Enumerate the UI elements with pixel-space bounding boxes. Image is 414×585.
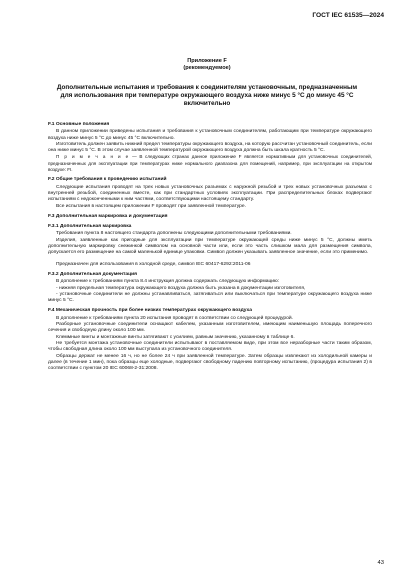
section-f1-para-2: Изготовитель должен заявить нижний предел температуры окружающего воздуха, на которую рассчитан установочный соединитель, если она ниже минус 5 °С. В этом случае заявленной температурой окружающего воздуха должна быть шкала кратность 5 °С. [48, 141, 372, 154]
section-f31-para-2: Изделия, заявленные как пригодные для эксплуатации при температуре окружающей среды ниже минус 5 °С, должны иметь дополнительную маркировку снежинкой символом на основной части или, если это часть слишком мала для размещения символа, допускается его размещение на самой маленькой единице упаковки. Символ должен указывать заявленное значение, если это применимо. [48, 237, 372, 256]
section-f4-para-4: Не требуется монтажа установочные соединители испытывают в поставляемом виде, при этом все неразборные части таким образом, чтобы свободная длина около 100 мм выступала из установочного соединителя. [48, 340, 372, 353]
section-f4-heading: F.4 Механическая прочность при более низких температурах окружающего воздуха [48, 308, 252, 314]
section-f32-list-item-1: - нижняя предельная температура окружающего воздуха должна быть указана в документации изготовителя, [56, 285, 306, 291]
section-f4-para-1: В дополнение к требованиям пункта 20 испытания проводят в соответствии со следующей процедурой. [56, 315, 293, 321]
section-f31-para-1: Требования пункта 8 настоящего стандарта дополнены следующими дополнительными требованиями. [56, 231, 292, 237]
main-title: Дополнительные испытания и требования к соединителям установочным, предназначенным для использования при температуре окружающего воздуха ниже минус 5 °С до минус 45 °С включительно [56, 84, 358, 107]
standard-header: ГОСТ IEC 61535—2024 [312, 12, 384, 19]
page-number: 43 [377, 560, 384, 566]
appendix-title: Приложение F [187, 58, 227, 64]
section-f32-heading: F.3.2 Дополнительная документация [48, 271, 137, 277]
note-text: — В следующих странах данное приложение F является нормативным для установочных соединителей, предназначенных для эксплуатации при температурах ниже нормального диапазона для помещений, например, при эксплуатации на открытом воздухе: FI. [48, 154, 372, 173]
note-label: П р и м е ч а н и е [56, 154, 130, 160]
section-f31-heading: F.3.1 Дополнительная маркировка [48, 224, 132, 230]
section-f32-para-1: В дополнение к требованиям пункта 8.4 инструкция должна содержать следующую информацию: [56, 279, 280, 285]
section-f1-note [48, 154, 372, 173]
appendix-subtitle: (рекомендуемое) [183, 65, 231, 71]
section-f4-para-5: Образцы держат не менее 16 ч, но не более 24 ч при заявленной температуре. Затем образцы извлекают из холодильной камеры и далее (в течение 1 мин), пока образцы еще холодные, подвергают свободному падению повторному испытанию, (процедура испытания 2) в соответствии с пунктом 20 IEC 60068-2-31:2008. [48, 353, 372, 372]
section-f32-list-item-2: - установочные соединители не должны устанавливаться, затягиваться или выключаться при температуре окружающего воздуха ниже минус 5 °С. [48, 291, 372, 304]
section-f2-heading: F.2 Общие требования к проведению испытаний [48, 177, 167, 183]
section-f2-para-1: Следующие испытания проводят на трех новых установочных разъемах с наружной резьбой и трех новых установочных разъемах с внутренней резьбой, соединенных вместе, как при стандартных условиях эксплуатации. При распределительных блоках подвергают испытаниям с недоконченными к ним частями, соответствующими настоящему стандарту. [48, 184, 372, 203]
section-f31-para-3: Предназначен для использования в холодной среде, символ IEC 60417-6292:2011-06 [56, 261, 251, 267]
section-f4-para-3: Клеммные винты и монтажные винты затягивают с усилием, равным значению, указанному в таблице 6. [56, 334, 295, 340]
document-body [48, 118, 372, 372]
section-f1-para-1: В данном приложении приведены испытания и требования к установочным соединителям, работающим при температуре окружающего воздуха ниже минус 5 °С до минус 45 °С включительно. [48, 129, 372, 141]
section-f2-para-2: Все испытания в настоящем приложении F проводят при заявленной температуре. [56, 203, 246, 209]
section-f4-para-2: Разборные установочные соединители оснащают кабелем, указанным изготовителем, имеющим наименьшую площадь поперечного сечения и свободную длину около 100 мм. [48, 322, 372, 334]
section-f3-heading: F.3 Дополнительная маркировка и документация [48, 213, 168, 219]
section-f1-heading: F.1 Основные положения [48, 122, 110, 127]
